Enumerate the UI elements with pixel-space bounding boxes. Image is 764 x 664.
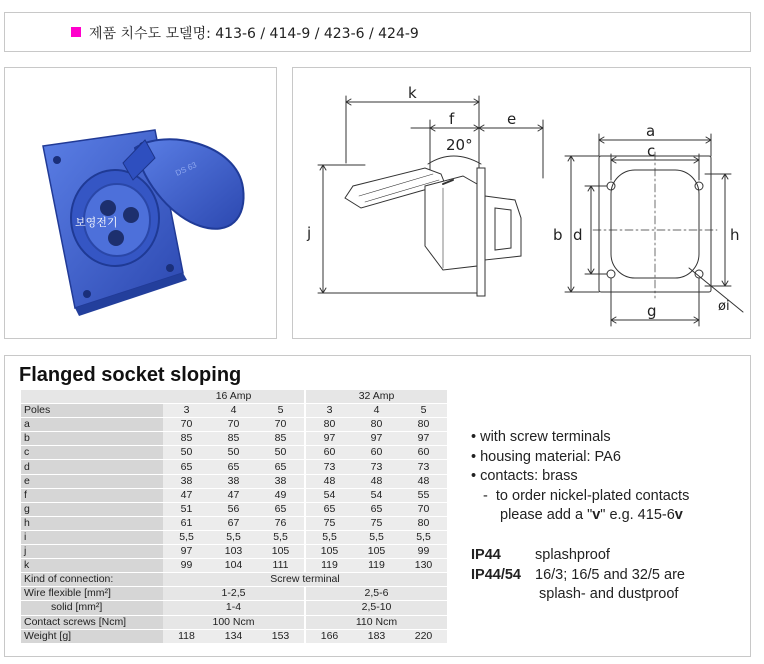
spec-table	[21, 390, 447, 644]
wire-solid-row: solid [mm²] 1-4 2,5-10	[21, 601, 447, 615]
wire-flexible-row: Wire flexible [mm²] 1-2,5 2,5-6	[21, 587, 447, 601]
dim-label-d: d	[573, 226, 583, 244]
ip4454-row-cont: splash- and dustproof	[539, 586, 679, 602]
dim-row-b: b 85 85 85 97 97 97	[21, 432, 447, 446]
dim-label-angle: 20°	[446, 136, 473, 154]
bullet-square-icon	[71, 27, 81, 37]
dim-label-i: øi	[718, 299, 730, 314]
dim-label-c: c	[647, 142, 656, 160]
dim-label-g: g	[647, 302, 657, 320]
dim-row-e: e 38 38 38 48 48 48	[21, 474, 447, 488]
dim-label-k: k	[408, 84, 417, 102]
poles-row: Poles 3 4 5 3 4 5	[21, 404, 447, 418]
spec-panel	[4, 355, 751, 657]
spec-group-row	[21, 390, 447, 404]
feature-item: • housing material: PA6	[471, 448, 621, 465]
feature-subitem: - to order nickel-plated contacts	[483, 487, 690, 504]
dim-label-j: j	[307, 224, 312, 242]
spec-title: Flanged socket sloping	[19, 364, 242, 386]
dimension-rows	[21, 418, 447, 573]
product-photo-panel	[4, 67, 277, 339]
group-32a: 32 Amp	[305, 390, 447, 404]
feature-item: • contacts: brass	[471, 468, 578, 484]
dim-row-d: d 65 65 65 73 73 73	[21, 460, 447, 474]
dim-row-f: f 47 47 49 54 54 55	[21, 488, 447, 502]
feature-item: • with screw terminals	[471, 429, 611, 445]
dim-label-b: b	[553, 226, 563, 244]
dim-label-f: f	[449, 110, 455, 128]
dim-row-a: a 70 70 70 80 80 80	[21, 418, 447, 432]
dim-row-i: i 5,5 5,5 5,5 5,5 5,5 5,5	[21, 530, 447, 544]
dimension-drawing-panel	[292, 67, 751, 339]
weight-row: Weight [g] 118 134 153 166 183 220	[21, 629, 447, 643]
dim-row-j: j 97 103 105 105 105 99	[21, 545, 447, 559]
product-photo	[5, 68, 276, 338]
connection-row: Kind of connection: Screw terminal	[21, 573, 447, 587]
svg-text:DS 63: DS 63	[174, 160, 198, 178]
page-title: 제품 치수도 모델명: 413-6 / 414-9 / 423-6 / 424-9	[89, 26, 419, 42]
dim-label-h: h	[730, 226, 740, 244]
dim-row-g: g 51 56 65 65 65 70	[21, 502, 447, 516]
group-16a: 16 Amp	[163, 390, 305, 404]
watermark: 보영전기	[75, 216, 118, 229]
dim-row-k: k 99 104 111 119 119 130	[21, 559, 447, 573]
dim-row-c: c 50 50 50 60 60 60	[21, 446, 447, 460]
dim-label-e: e	[507, 110, 517, 128]
ip-ratings	[471, 546, 685, 605]
contact-screws-row: Contact screws [Ncm] 100 Ncm 110 Ncm	[21, 615, 447, 629]
feature-subitem-cont: please add a "v" e.g. 415-6v	[500, 507, 683, 523]
dim-row-h: h 61 67 76 75 75 80	[21, 516, 447, 530]
title-bar	[4, 12, 751, 52]
dim-label-a: a	[646, 122, 656, 140]
ip4454-row: IP44/54 16/3; 16/5 and 32/5 are	[471, 566, 685, 583]
feature-list	[471, 428, 689, 526]
dimension-drawing	[293, 68, 750, 338]
ip44-row: IP44 splashproof	[471, 547, 610, 563]
